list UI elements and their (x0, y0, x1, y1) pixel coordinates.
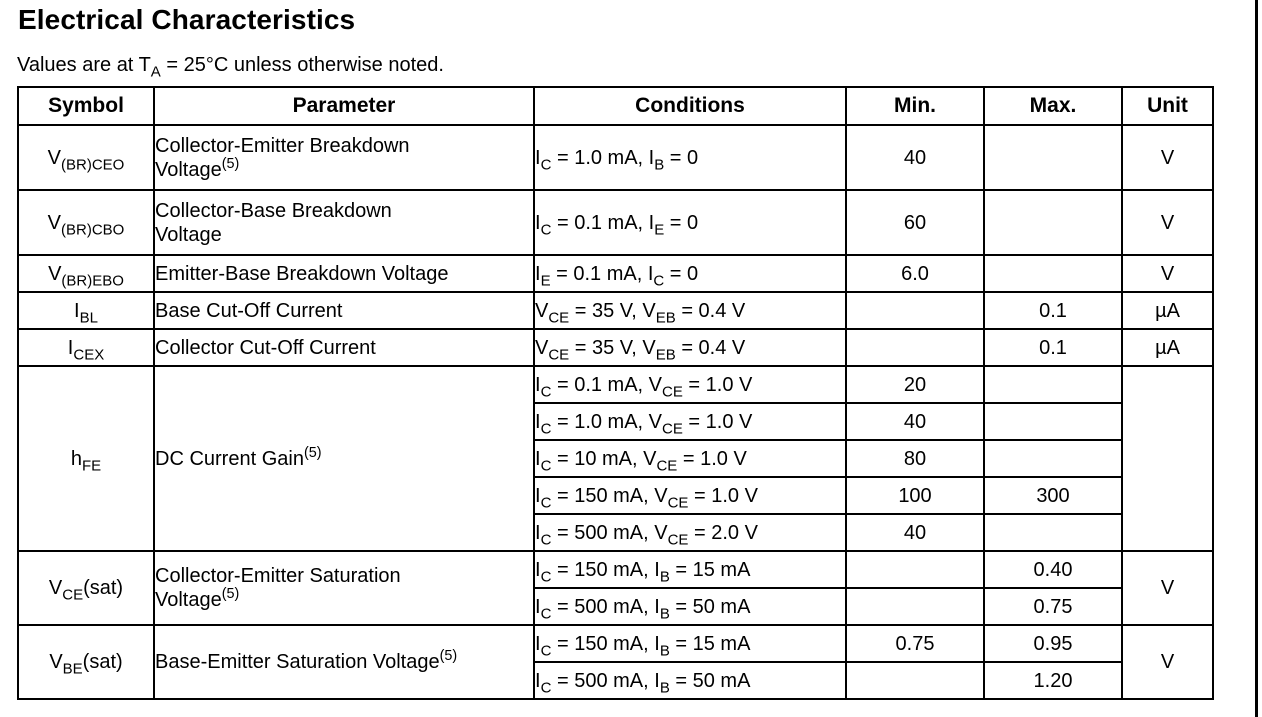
table-row (18, 292, 1213, 329)
cond-b-subscript: B (659, 678, 670, 696)
cond-b-symbol: V (648, 373, 663, 396)
parameter-cell (154, 625, 534, 699)
max-cell: 0.95 (984, 625, 1122, 662)
cond-b-value: = 1.0 V (682, 410, 753, 433)
symbol-subscript: (BR)CEO (61, 155, 125, 173)
cond-a-value: = 35 V, (569, 336, 643, 359)
cond-b-value: = 15 mA (669, 558, 751, 581)
symbol-base: V (48, 577, 63, 599)
cond-b-symbol: V (642, 299, 656, 322)
symbol-base: V (47, 146, 61, 169)
cond-b-symbol: I (654, 669, 660, 692)
max-cell: 0.1 (984, 292, 1122, 329)
cond-a-value: = 500 mA, (551, 521, 655, 544)
footnote-ref: (5) (221, 586, 240, 603)
symbol-base: V (49, 651, 63, 673)
cond-b-value: = 0.4 V (675, 299, 746, 322)
cond-a-symbol: I (535, 595, 541, 618)
symbol-cell (18, 366, 154, 551)
cond-b-subscript: B (654, 155, 665, 173)
conditions-cell (534, 190, 846, 255)
parameter-line2: Voltage (155, 223, 222, 246)
symbol-subscript: CEX (73, 345, 105, 363)
cond-a-subscript: E (540, 271, 551, 289)
unit-cell: V (1122, 551, 1213, 625)
symbol-cell (18, 255, 154, 292)
cond-a-subscript: C (540, 382, 552, 400)
conditions-cell (534, 255, 846, 292)
cond-b-subscript: B (659, 641, 670, 659)
max-cell: 300 (984, 477, 1122, 514)
min-cell: 40 (846, 403, 984, 440)
parameter-line1: Collector Cut-Off Current (155, 336, 376, 359)
section-title: Electrical Characteristics (18, 4, 356, 35)
cond-b-symbol: I (647, 262, 654, 285)
symbol-subscript: BL (79, 308, 98, 326)
parameter-cell (154, 190, 534, 255)
cond-a-symbol: I (535, 410, 541, 433)
parameter-line2: Voltage (155, 589, 222, 611)
cond-b-subscript: EB (655, 345, 676, 363)
conditions-cell (534, 514, 846, 551)
conditions-cell (534, 625, 846, 662)
symbol-cell (18, 625, 154, 699)
cond-a-subscript: C (540, 604, 552, 622)
cond-b-value: = 50 mA (669, 595, 751, 618)
min-cell (846, 662, 984, 699)
conditions-cell (534, 588, 846, 625)
unit-cell: V (1122, 190, 1213, 255)
cond-a-symbol: I (535, 146, 541, 169)
cond-a-subscript: CE (548, 308, 570, 326)
cond-a-subscript: C (540, 567, 552, 585)
min-cell: 80 (846, 440, 984, 477)
cond-a-subscript: C (540, 678, 552, 696)
cond-b-symbol: I (654, 632, 660, 655)
cond-b-value: = 50 mA (669, 669, 751, 692)
table-row (18, 625, 1213, 662)
footnote-ref: (5) (221, 155, 240, 172)
unit-cell: µA (1122, 329, 1213, 366)
header-conditions: Conditions (534, 87, 846, 125)
conditions-cell (534, 440, 846, 477)
conditions-cell (534, 125, 846, 190)
cond-b-symbol: V (642, 336, 656, 359)
cond-a-symbol: I (535, 521, 541, 544)
header-min: Min. (846, 87, 984, 125)
table-row (18, 190, 1213, 255)
cond-b-value: = 15 mA (669, 632, 751, 655)
parameter-line1: Collector-Base Breakdown (155, 199, 392, 222)
header-unit: Unit (1122, 87, 1213, 125)
parameter-line1: Base Cut-Off Current (155, 299, 343, 322)
cond-b-value: = 0 (664, 262, 699, 285)
electrical-characteristics-table (17, 86, 1214, 700)
max-cell: 0.1 (984, 329, 1122, 366)
note-suffix: = 25°C unless otherwise noted. (160, 54, 444, 76)
conditions-cell (534, 403, 846, 440)
cond-a-value: = 0.1 mA, (551, 211, 649, 234)
cond-b-symbol: I (654, 595, 660, 618)
symbol-cell (18, 551, 154, 625)
cond-a-symbol: I (535, 373, 541, 396)
cond-b-symbol: V (654, 484, 668, 507)
cond-b-symbol: I (654, 558, 660, 581)
cond-b-subscript: CE (667, 530, 689, 548)
cond-b-value: = 0 (664, 146, 699, 169)
max-cell: 0.75 (984, 588, 1122, 625)
table-row (18, 366, 1213, 403)
cond-b-subscript: EB (655, 308, 676, 326)
cond-b-subscript: E (654, 220, 665, 238)
parameter-cell (154, 551, 534, 625)
cond-b-value: = 1.0 V (677, 447, 747, 470)
conditions-cell (534, 477, 846, 514)
symbol-subscript: CE (62, 586, 84, 604)
cond-b-symbol: V (643, 447, 657, 470)
cond-a-value: = 150 mA, (551, 632, 655, 655)
note-subscript: A (150, 63, 161, 81)
symbol-subscript: BE (62, 660, 83, 678)
unit-cell: µA (1122, 292, 1213, 329)
cond-a-subscript: C (540, 456, 552, 474)
max-cell (984, 125, 1122, 190)
cond-a-symbol: V (535, 299, 549, 322)
parameter-line1: Collector-Emitter Saturation (155, 565, 401, 587)
conditions-cell (534, 292, 846, 329)
cond-a-value: = 500 mA, (551, 595, 655, 618)
min-cell (846, 588, 984, 625)
cond-b-subscript: CE (656, 456, 678, 474)
max-cell: 0.40 (984, 551, 1122, 588)
table-row (18, 125, 1213, 190)
min-cell: 6.0 (846, 255, 984, 292)
max-cell (984, 366, 1122, 403)
cond-a-value: = 150 mA, (551, 484, 655, 507)
cond-b-value: = 0.4 V (675, 336, 746, 359)
symbol-base: V (48, 262, 62, 285)
parameter-cell (154, 292, 534, 329)
page-margin-rule (1255, 0, 1258, 717)
min-cell: 100 (846, 477, 984, 514)
cond-a-symbol: I (535, 447, 541, 470)
cond-b-value: = 2.0 V (688, 521, 758, 544)
symbol-cell (18, 329, 154, 366)
cond-a-symbol: I (535, 558, 541, 581)
symbol-base: I (74, 299, 80, 322)
cond-a-subscript: C (540, 220, 552, 238)
cond-b-symbol: I (648, 146, 655, 169)
table-row (18, 551, 1213, 588)
header-symbol: Symbol (18, 87, 154, 125)
cond-a-value: = 10 mA, (551, 447, 644, 470)
cond-a-subscript: C (540, 641, 552, 659)
parameter-line1: DC Current Gain (155, 447, 304, 470)
cond-b-value: = 1.0 V (682, 373, 753, 396)
unit-cell: V (1122, 625, 1213, 699)
table-header-row (18, 87, 1213, 125)
cond-a-value: = 0.1 mA, (550, 262, 648, 285)
cond-a-value: = 1.0 mA, (551, 410, 649, 433)
cond-b-subscript: B (659, 567, 670, 585)
conditions-cell (534, 366, 846, 403)
note-prefix: Values are at T (17, 54, 151, 76)
cond-a-symbol: I (535, 632, 541, 655)
cond-a-symbol: I (535, 211, 541, 234)
parameter-line1: Emitter-Base Breakdown Voltage (155, 262, 449, 285)
cond-a-value: = 500 mA, (551, 669, 655, 692)
symbol-suffix: (sat) (82, 651, 123, 673)
cond-a-subscript: CE (548, 345, 570, 363)
conditions-cell (534, 551, 846, 588)
parameter-cell (154, 125, 534, 190)
parameter-line1: Collector-Emitter Breakdown (155, 134, 410, 157)
symbol-cell (18, 125, 154, 190)
cond-b-symbol: I (648, 211, 655, 234)
cond-a-value: = 150 mA, (551, 558, 655, 581)
unit-cell (1122, 366, 1213, 551)
parameter-cell (154, 366, 534, 551)
cond-a-subscript: C (540, 155, 552, 173)
cond-a-symbol: I (535, 262, 541, 285)
min-cell: 40 (846, 514, 984, 551)
table-row (18, 329, 1213, 366)
min-cell: 0.75 (846, 625, 984, 662)
cond-b-symbol: V (654, 521, 668, 544)
footnote-ref: (5) (439, 648, 458, 665)
table-row (18, 255, 1213, 292)
header-parameter: Parameter (154, 87, 534, 125)
symbol-suffix: (sat) (83, 577, 124, 599)
min-cell (846, 292, 984, 329)
symbol-subscript: (BR)CBO (61, 220, 125, 238)
cond-a-symbol: I (535, 484, 541, 507)
unit-cell: V (1122, 255, 1213, 292)
cond-b-value: = 1.0 V (688, 484, 758, 507)
max-cell (984, 255, 1122, 292)
conditions-cell (534, 329, 846, 366)
max-cell (984, 440, 1122, 477)
cond-b-subscript: CE (662, 419, 683, 437)
footnote-ref: (5) (303, 444, 322, 461)
cond-b-subscript: C (653, 271, 665, 289)
symbol-subscript: (BR)EBO (61, 271, 124, 289)
max-cell (984, 403, 1122, 440)
min-cell: 20 (846, 366, 984, 403)
cond-a-value: = 1.0 mA, (551, 146, 649, 169)
cond-a-value: = 0.1 mA, (551, 373, 649, 396)
symbol-cell (18, 190, 154, 255)
cond-a-symbol: V (535, 336, 549, 359)
min-cell (846, 329, 984, 366)
symbol-subscript: FE (81, 456, 102, 474)
cond-b-symbol: V (648, 410, 663, 433)
cond-a-subscript: C (540, 419, 552, 437)
parameter-cell (154, 329, 534, 366)
cond-b-subscript: CE (662, 382, 683, 400)
cond-b-value: = 0 (664, 211, 699, 234)
cond-a-value: = 35 V, (569, 299, 643, 322)
cond-b-subscript: B (659, 604, 670, 622)
parameter-line1: Base-Emitter Saturation Voltage (155, 651, 440, 673)
symbol-cell (18, 292, 154, 329)
symbol-base: I (67, 336, 74, 359)
conditions-note (17, 54, 444, 81)
unit-cell: V (1122, 125, 1213, 190)
max-cell (984, 190, 1122, 255)
cond-b-subscript: CE (667, 493, 689, 511)
parameter-cell (154, 255, 534, 292)
symbol-base: h (70, 447, 82, 470)
header-max: Max. (984, 87, 1122, 125)
max-cell: 1.20 (984, 662, 1122, 699)
min-cell: 40 (846, 125, 984, 190)
min-cell (846, 551, 984, 588)
cond-a-subscript: C (540, 530, 552, 548)
min-cell: 60 (846, 190, 984, 255)
cond-a-symbol: I (535, 669, 541, 692)
symbol-base: V (47, 211, 61, 234)
cond-a-subscript: C (540, 493, 552, 511)
conditions-cell (534, 662, 846, 699)
parameter-line2: Voltage (155, 158, 222, 181)
max-cell (984, 514, 1122, 551)
